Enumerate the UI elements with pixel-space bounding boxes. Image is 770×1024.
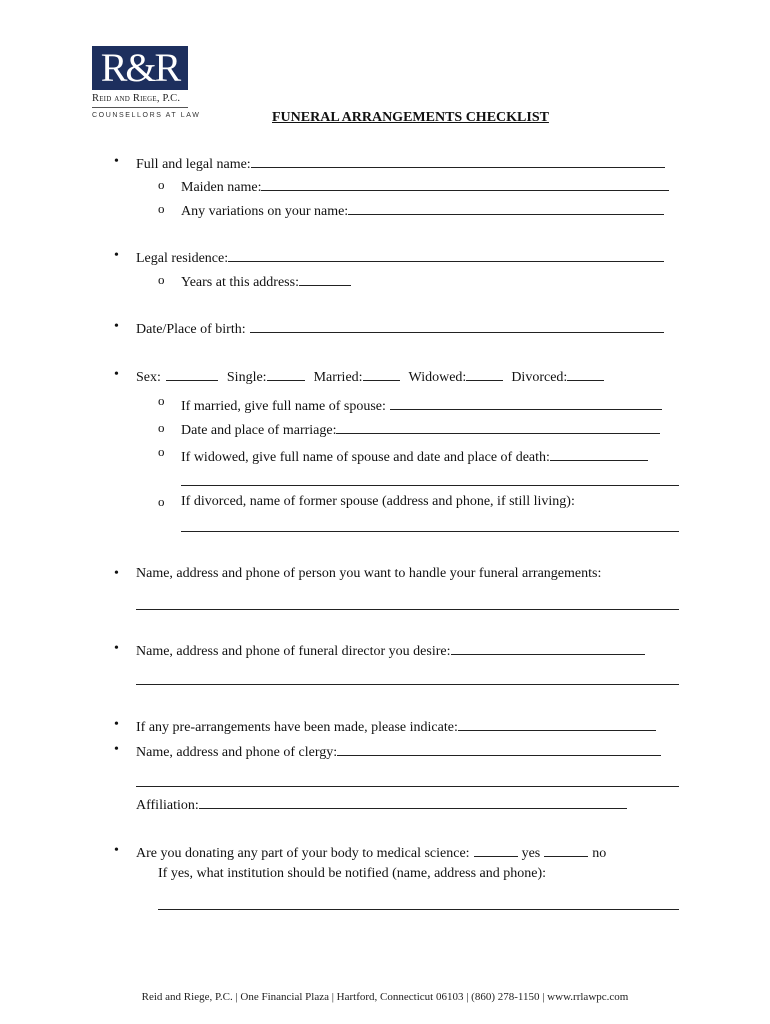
legal-residence-field[interactable] bbox=[228, 247, 664, 262]
clergy-field[interactable] bbox=[337, 741, 661, 756]
years-address-row bbox=[181, 271, 351, 292]
spouse-name-field[interactable] bbox=[390, 395, 662, 410]
logo-mark: R&R bbox=[92, 46, 188, 90]
bullet-icon: • bbox=[114, 742, 119, 757]
clergy-extra-line[interactable] bbox=[136, 786, 679, 787]
arrangements-person-line[interactable] bbox=[136, 609, 679, 610]
maiden-name-label: Maiden name: bbox=[181, 180, 262, 195]
donation-yes-field[interactable] bbox=[474, 842, 518, 857]
logo-firm-name: Reid and Riege, P.C. bbox=[92, 93, 181, 104]
bullet-icon: • bbox=[114, 248, 119, 263]
bullet-icon: • bbox=[114, 843, 119, 858]
legal-residence-row bbox=[136, 247, 664, 268]
name-variations-row bbox=[181, 200, 664, 221]
bullet-icon: • bbox=[114, 641, 119, 656]
page-footer: Reid and Riege, P.C. | One Financial Plaza | Hartford, Connecticut 06103 | (860) 278-1150 | www.rrlawpc.com bbox=[141, 991, 629, 1003]
arrangements-person-row bbox=[136, 565, 601, 583]
affiliation-row bbox=[136, 794, 627, 815]
bullet-icon: • bbox=[114, 367, 119, 382]
divorced-label: Divorced: bbox=[511, 370, 568, 385]
pre-arrangements-field[interactable] bbox=[458, 716, 656, 731]
sub-bullet-icon: o bbox=[158, 177, 165, 192]
clergy-label: Name, address and phone of clergy: bbox=[136, 745, 338, 760]
sub-bullet-icon: o bbox=[158, 420, 165, 435]
bullet-icon: • bbox=[114, 717, 119, 732]
legal-residence-label: Legal residence: bbox=[136, 251, 229, 266]
divorced-info-row bbox=[181, 493, 575, 511]
maiden-name-row bbox=[181, 176, 669, 197]
sub-bullet-icon: o bbox=[158, 494, 165, 509]
full-name-row bbox=[136, 153, 665, 174]
bullet-icon: • bbox=[114, 566, 119, 581]
funeral-director-extra-line[interactable] bbox=[136, 684, 679, 685]
maiden-name-field[interactable] bbox=[261, 176, 669, 191]
divorced-info-label: If divorced, name of former spouse (address and phone, if still living): bbox=[181, 494, 575, 509]
marriage-row bbox=[181, 419, 660, 440]
single-label: Single: bbox=[226, 370, 267, 385]
birth-field[interactable] bbox=[250, 318, 664, 333]
institution-label: If yes, what institution should be notified (name, address and phone): bbox=[158, 866, 547, 881]
name-variations-label: Any variations on your name: bbox=[181, 204, 349, 219]
full-name-field[interactable] bbox=[251, 153, 665, 168]
sex-label: Sex: bbox=[136, 370, 161, 385]
logo-tagline: COUNSELLORS AT LAW bbox=[92, 112, 201, 119]
widowed-info-row bbox=[181, 446, 648, 467]
donation-row bbox=[136, 842, 606, 863]
firm-logo bbox=[92, 46, 202, 119]
donation-no-field[interactable] bbox=[544, 842, 588, 857]
married-label: Married: bbox=[313, 370, 363, 385]
sub-bullet-icon: o bbox=[158, 444, 165, 459]
page-title: FUNERAL ARRANGEMENTS CHECKLIST bbox=[272, 110, 549, 125]
single-field[interactable] bbox=[267, 366, 305, 381]
widowed-info-extra-line[interactable] bbox=[181, 485, 679, 486]
widowed-label: Widowed: bbox=[408, 370, 467, 385]
married-field[interactable] bbox=[363, 366, 400, 381]
birth-label: Date/Place of birth: bbox=[136, 322, 246, 337]
spouse-name-row bbox=[181, 395, 662, 416]
full-name-label: Full and legal name: bbox=[136, 157, 251, 172]
affiliation-label: Affiliation: bbox=[136, 798, 199, 813]
clergy-row bbox=[136, 741, 661, 762]
bullet-icon: • bbox=[114, 319, 119, 334]
donation-no-label: no bbox=[592, 846, 607, 861]
years-address-label: Years at this address: bbox=[181, 275, 299, 290]
sub-bullet-icon: o bbox=[158, 201, 165, 216]
funeral-director-label: Name, address and phone of funeral director you desire: bbox=[136, 644, 451, 659]
institution-row bbox=[158, 865, 546, 883]
name-variations-field[interactable] bbox=[348, 200, 664, 215]
donation-yes-label: yes bbox=[521, 846, 541, 861]
sex-field[interactable] bbox=[166, 366, 218, 381]
arrangements-person-label: Name, address and phone of person you want to handle your funeral arrangements: bbox=[136, 566, 602, 581]
spouse-name-label: If married, give full name of spouse: bbox=[181, 399, 386, 414]
donation-label: Are you donating any part of your body to medical science: bbox=[136, 846, 470, 861]
widowed-info-label: If widowed, give full name of spouse and date and place of death: bbox=[181, 450, 550, 465]
funeral-director-row bbox=[136, 640, 645, 661]
pre-arrangements-row bbox=[136, 716, 656, 737]
logo-divider bbox=[92, 107, 188, 108]
marriage-field[interactable] bbox=[336, 419, 660, 434]
funeral-director-field[interactable] bbox=[451, 640, 645, 655]
bullet-icon: • bbox=[114, 154, 119, 169]
divorced-info-line[interactable] bbox=[181, 531, 679, 532]
divorced-field[interactable] bbox=[567, 366, 604, 381]
widowed-field[interactable] bbox=[466, 366, 503, 381]
marriage-label: Date and place of marriage: bbox=[181, 423, 337, 438]
birth-row bbox=[136, 318, 664, 339]
years-address-field[interactable] bbox=[299, 271, 351, 286]
pre-arrangements-label: If any pre-arrangements have been made, please indicate: bbox=[136, 720, 458, 735]
affiliation-field[interactable] bbox=[199, 794, 627, 809]
widowed-info-field[interactable] bbox=[550, 446, 648, 461]
sub-bullet-icon: o bbox=[158, 272, 165, 287]
sex-marital-row bbox=[136, 366, 604, 387]
sub-bullet-icon: o bbox=[158, 393, 165, 408]
institution-line[interactable] bbox=[158, 909, 679, 910]
